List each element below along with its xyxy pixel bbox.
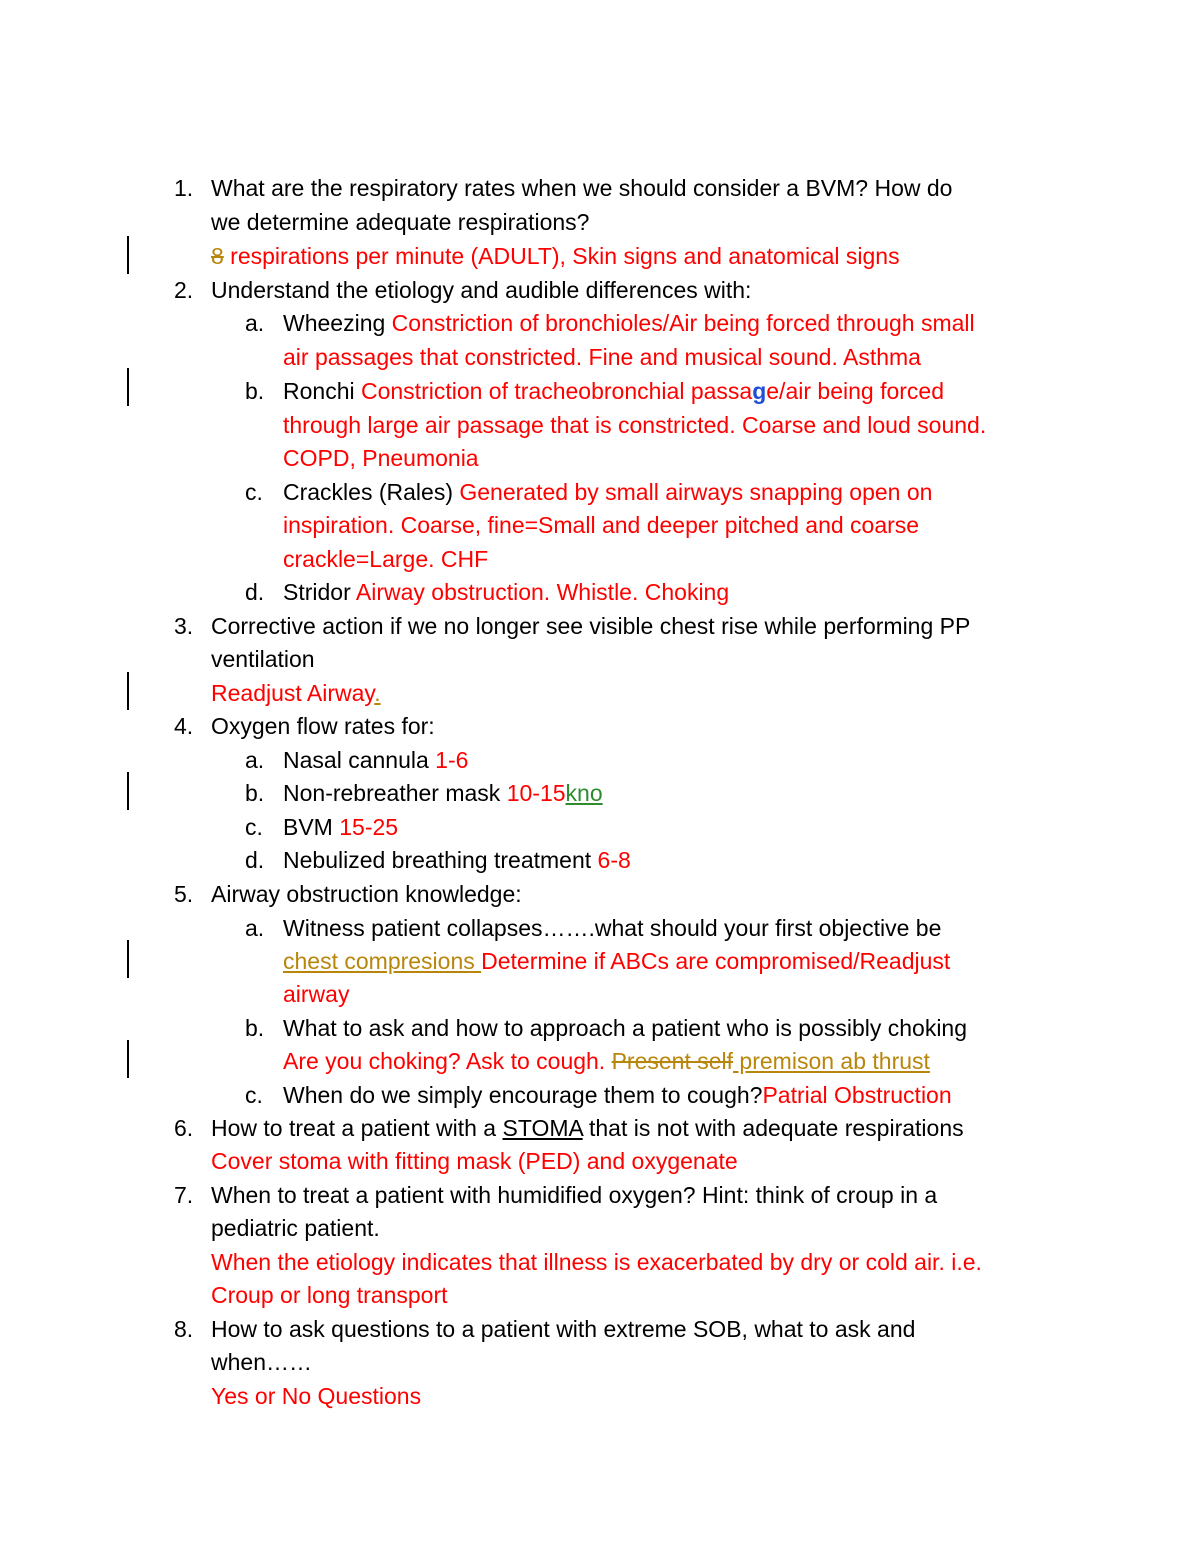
inserted-note: kno xyxy=(565,780,603,806)
sub-letter: c. xyxy=(245,814,263,840)
sub-item xyxy=(283,776,603,810)
change-bar xyxy=(127,236,129,274)
question-text: What are the respiratory rates when we should consider a BVM? How do xyxy=(211,175,953,201)
sub-label: Non-rebreather mask xyxy=(283,780,507,806)
answer-text: Generated by small airways snapping open on xyxy=(459,479,933,505)
sub-letter: c. xyxy=(245,1082,263,1108)
struck-text: Present self xyxy=(611,1048,734,1074)
answer-text: Constriction of bronchioles/Air being forced through small xyxy=(391,310,975,336)
sub-label: What to ask and how to approach a patient who is possibly choking xyxy=(283,1015,968,1041)
change-bar xyxy=(127,940,129,978)
list-number: 6. xyxy=(174,1115,194,1141)
question-part: that is not with adequate respirations xyxy=(582,1115,964,1141)
change-bar xyxy=(127,1040,129,1078)
sub-letter: d. xyxy=(245,579,265,605)
answer-text: e/air being forced xyxy=(766,378,944,404)
answer-text: Constriction of tracheobronchial passa xyxy=(360,378,753,404)
sub-label: Witness patient collapses…….what should your first objective be xyxy=(283,915,942,941)
list-number: 3. xyxy=(174,613,194,639)
edit-mark: g xyxy=(752,378,767,404)
answer-line xyxy=(211,239,900,273)
sub-item xyxy=(283,575,729,609)
question-text: How to ask questions to a patient with extreme SOB, what to ask and xyxy=(211,1316,916,1342)
answer-line xyxy=(211,676,381,710)
question-text: when…… xyxy=(211,1349,312,1375)
sub-letter: a. xyxy=(245,915,265,941)
answer-text: air passages that constricted. Fine and musical sound. Asthma xyxy=(283,344,921,370)
question-part: How to treat a patient with a xyxy=(211,1115,503,1141)
question-text: Airway obstruction knowledge: xyxy=(211,881,522,907)
sub-letter: c. xyxy=(245,479,263,505)
list-number: 2. xyxy=(174,277,194,303)
answer-line xyxy=(283,944,950,978)
answer-text: Patrial Obstruction xyxy=(762,1082,952,1108)
sub-label: When do we simply encourage them to cough? xyxy=(283,1082,763,1108)
sub-item xyxy=(283,1078,952,1112)
answer-text: through large air passage that is constricted. Coarse and loud sound. xyxy=(283,412,987,438)
question-text: ventilation xyxy=(211,646,315,672)
answer-text: 15-25 xyxy=(339,814,399,840)
struck-text: 8 xyxy=(211,243,224,269)
list-number: 5. xyxy=(174,881,194,907)
list-number: 8. xyxy=(174,1316,194,1342)
inserted-note: chest compresions xyxy=(283,948,482,974)
answer-text: COPD, Pneumonia xyxy=(283,445,479,471)
answer-text: inspiration. Coarse, fine=Small and deeper pitched and coarse xyxy=(283,512,920,538)
sub-item xyxy=(283,475,932,509)
answer-text: Airway obstruction. Whistle. Choking xyxy=(355,579,730,605)
sub-letter: a. xyxy=(245,310,265,336)
list-number: 7. xyxy=(174,1182,194,1208)
answer-line xyxy=(283,1044,930,1078)
answer-text: 1-6 xyxy=(435,747,469,773)
question-text: Oxygen flow rates for: xyxy=(211,713,435,739)
sub-label: BVM xyxy=(283,814,340,840)
answer-text: crackle=Large. CHF xyxy=(283,546,489,572)
answer-text: airway xyxy=(283,981,350,1007)
sub-label: Nebulized breathing treatment xyxy=(283,847,598,873)
sub-letter: d. xyxy=(245,847,265,873)
sub-label: Crackles (Rales) xyxy=(283,479,460,505)
sub-item xyxy=(283,306,975,340)
question-text: When to treat a patient with humidified oxygen? Hint: think of croup in a xyxy=(211,1182,938,1208)
answer-text: 10-15 xyxy=(506,780,566,806)
sub-letter: b. xyxy=(245,780,265,806)
sub-label: Nasal cannula xyxy=(283,747,436,773)
sub-label: Stridor xyxy=(283,579,356,605)
edit-mark: . xyxy=(374,680,381,706)
sub-item xyxy=(283,810,398,844)
change-bar xyxy=(127,772,129,810)
answer-text: Cover stoma with fitting mask (PED) and oxygenate xyxy=(211,1148,738,1174)
answer-text: Yes or No Questions xyxy=(211,1383,422,1409)
underlined-term: STOMA xyxy=(502,1115,583,1141)
change-bar xyxy=(127,672,129,710)
list-number: 4. xyxy=(174,713,194,739)
sub-item xyxy=(283,374,944,408)
question-text xyxy=(211,1111,964,1145)
answer-text: Croup or long transport xyxy=(211,1282,448,1308)
question-text: Understand the etiology and audible differences with: xyxy=(211,277,752,303)
answer-text: 6-8 xyxy=(597,847,631,873)
answer-text: Are you choking? Ask to cough. xyxy=(283,1048,612,1074)
sub-item xyxy=(283,843,631,877)
change-bar xyxy=(127,368,129,406)
sub-letter: b. xyxy=(245,378,265,404)
question-text: we determine adequate respirations? xyxy=(211,209,590,235)
sub-letter: a. xyxy=(245,747,265,773)
inserted-note: premison ab thrust xyxy=(733,1048,930,1074)
sub-label: Ronchi xyxy=(283,378,361,404)
answer-text: Determine if ABCs are compromised/Readjust xyxy=(481,948,951,974)
sub-item xyxy=(283,743,468,777)
question-text: Corrective action if we no longer see visible chest rise while performing PP xyxy=(211,613,971,639)
sub-letter: b. xyxy=(245,1015,265,1041)
list-number: 1. xyxy=(174,175,194,201)
sub-label: Wheezing xyxy=(283,310,392,336)
answer-text: Readjust Airway xyxy=(211,680,375,706)
question-text: pediatric patient. xyxy=(211,1215,380,1241)
answer-text: respirations per minute (ADULT), Skin signs and anatomical signs xyxy=(223,243,900,269)
answer-text: When the etiology indicates that illness is exacerbated by dry or cold air. i.e. xyxy=(211,1249,982,1275)
